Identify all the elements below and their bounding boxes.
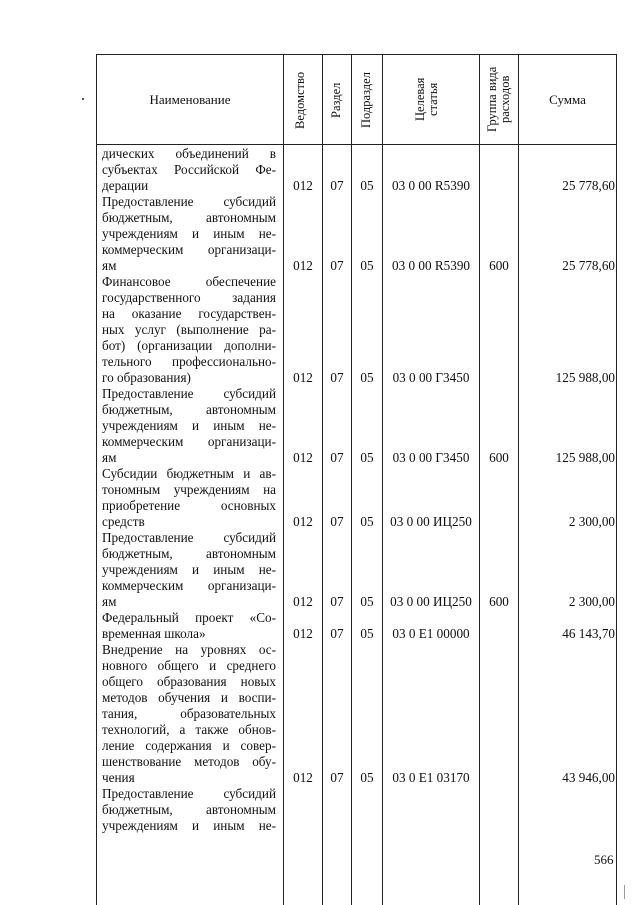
cell-razdel: 07: [330, 258, 344, 273]
cell-summa: 25 778,60: [562, 258, 615, 273]
cell-celevaya: 03 0 00 Г3450: [392, 450, 470, 465]
cell-vedomstvo: 012: [293, 770, 313, 785]
row-name-line: тономным учреждениям на: [102, 482, 276, 497]
row-name-line: чения: [102, 770, 135, 785]
row-name-line: го образования): [102, 370, 191, 385]
row-name-line: Внедрение на уровнях ос-: [102, 642, 276, 657]
cell-summa: 2 300,00: [568, 594, 615, 609]
row-name-line: учреждениям и иным не-: [102, 562, 276, 577]
header-podrazdel: Подраздел: [359, 72, 373, 128]
row-name-line: дических объединений в: [102, 146, 276, 161]
header-bottom-border: [96, 144, 617, 145]
row-name-line: тельного профессионально-: [102, 354, 276, 369]
cell-vedomstvo: 012: [293, 514, 313, 529]
row-name-line: бюджетным, автономным: [102, 802, 276, 817]
header-gruppa-line2: расходов: [498, 75, 512, 123]
cell-celevaya: 03 0 00 R5390: [391, 178, 471, 193]
page-number: 566: [594, 852, 614, 867]
header-gruppa: [486, 58, 512, 140]
row-name-line: Федеральный проект «Со-: [102, 610, 276, 625]
row-name-line: государственного задания: [102, 290, 276, 305]
cell-vedomstvo: 012: [293, 178, 313, 193]
row-name-line: Финансовое обеспечение: [102, 274, 276, 289]
cell-podrazdel: 05: [360, 626, 374, 641]
row-name-line: Предоставление субсидий: [102, 530, 276, 545]
header-name: Наименование: [149, 92, 231, 107]
cell-summa: 46 143,70: [562, 626, 615, 641]
header-celevaya-line1: Целевая: [413, 77, 427, 121]
scan-mark: [82, 98, 84, 100]
header-celevaya-line2: статья: [426, 82, 440, 116]
cell-celevaya: 03 0 E1 00000: [392, 626, 470, 641]
row-name-line: Предоставление субсидий: [102, 386, 276, 401]
cell-vedomstvo: 012: [293, 626, 313, 641]
cell-gruppa: 600: [489, 594, 509, 609]
cell-razdel: 07: [330, 450, 344, 465]
cell-summa: 25 778,60: [562, 178, 615, 193]
row-name-line: коммерческим организаци-: [102, 578, 276, 593]
row-name-line: ям: [102, 594, 117, 609]
row-name-line: бюджетным, автономным: [102, 210, 276, 225]
cell-summa: 2 300,00: [568, 514, 615, 529]
row-name-line: приобретение основных: [102, 498, 276, 513]
col-divider: [479, 54, 480, 905]
row-name-line: коммерческим организаци-: [102, 434, 276, 449]
row-name-line: дерации: [102, 178, 149, 193]
cell-podrazdel: 05: [360, 770, 374, 785]
scan-mark: [624, 885, 625, 899]
table-top-border: [96, 54, 617, 55]
cell-podrazdel: 05: [360, 594, 374, 609]
cell-celevaya: 03 0 00 ИЦ250: [390, 594, 472, 609]
row-name-line: технологий, а также обнов-: [102, 722, 276, 737]
row-name-line: Субсидии бюджетным и ав-: [102, 466, 276, 481]
row-name-line: учреждениям и иным не-: [102, 418, 276, 433]
cell-razdel: 07: [330, 626, 344, 641]
cell-celevaya: 03 0 00 Г3450: [392, 370, 470, 385]
cell-gruppa: 600: [489, 450, 509, 465]
row-name-line: общего образования новых: [102, 674, 276, 689]
row-name-line: учреждениям и иным не-: [102, 226, 276, 241]
cell-celevaya: 03 0 E1 03170: [392, 770, 470, 785]
row-name-line: Предоставление субсидий: [102, 194, 276, 209]
header-vedomstvo: Ведомство: [293, 71, 307, 129]
cell-podrazdel: 05: [360, 514, 374, 529]
cell-vedomstvo: 012: [293, 370, 313, 385]
row-name-line: тания, образовательных: [102, 706, 276, 721]
cell-razdel: 07: [330, 770, 344, 785]
cell-gruppa: 600: [489, 258, 509, 273]
row-name-line: бот) (организации дополни-: [102, 338, 276, 353]
row-name-line: учреждениям и иным не-: [102, 818, 276, 833]
row-name-line: методов обучения и воспи-: [102, 690, 276, 705]
row-name-line: ям: [102, 258, 117, 273]
row-name-line: коммерческим организаци-: [102, 242, 276, 257]
cell-razdel: 07: [330, 514, 344, 529]
cell-podrazdel: 05: [360, 178, 374, 193]
row-name-line: временная школа»: [102, 626, 206, 641]
table-right-border: [616, 54, 617, 905]
row-name-line: бюджетным, автономным: [102, 402, 276, 417]
header-celevaya: [414, 66, 440, 132]
row-name-line: Предоставление субсидий: [102, 786, 276, 801]
cell-razdel: 07: [330, 178, 344, 193]
cell-summa: 43 946,00: [562, 770, 615, 785]
cell-summa: 125 988,00: [555, 370, 615, 385]
header-razdel: Раздел: [329, 82, 343, 118]
row-name-line: ление содержания и совер-: [102, 738, 276, 753]
row-name-line: ям: [102, 450, 117, 465]
cell-summa: 125 988,00: [555, 450, 615, 465]
table-left-border: [96, 54, 97, 905]
row-name-line: бюджетным, автономным: [102, 546, 276, 561]
header-summa: Сумма: [549, 92, 586, 107]
header-gruppa-line1: Группа вида: [485, 66, 499, 132]
cell-celevaya: 03 0 00 ИЦ250: [390, 514, 472, 529]
cell-podrazdel: 05: [360, 450, 374, 465]
cell-celevaya: 03 0 00 R5390: [391, 258, 471, 273]
cell-vedomstvo: 012: [293, 258, 313, 273]
cell-razdel: 07: [330, 370, 344, 385]
cell-razdel: 07: [330, 594, 344, 609]
row-name-line: новного общего и среднего: [102, 658, 276, 673]
row-name-line: шенствование методов обу-: [102, 754, 276, 769]
cell-podrazdel: 05: [360, 258, 374, 273]
row-name-line: средств: [102, 514, 145, 529]
row-name-line: субъектах Российской Фе-: [102, 162, 276, 177]
cell-vedomstvo: 012: [293, 450, 313, 465]
row-name-line: ных услуг (выполнение ра-: [102, 322, 276, 337]
row-name-line: на оказание государствен-: [102, 306, 276, 321]
cell-podrazdel: 05: [360, 370, 374, 385]
cell-vedomstvo: 012: [293, 594, 313, 609]
